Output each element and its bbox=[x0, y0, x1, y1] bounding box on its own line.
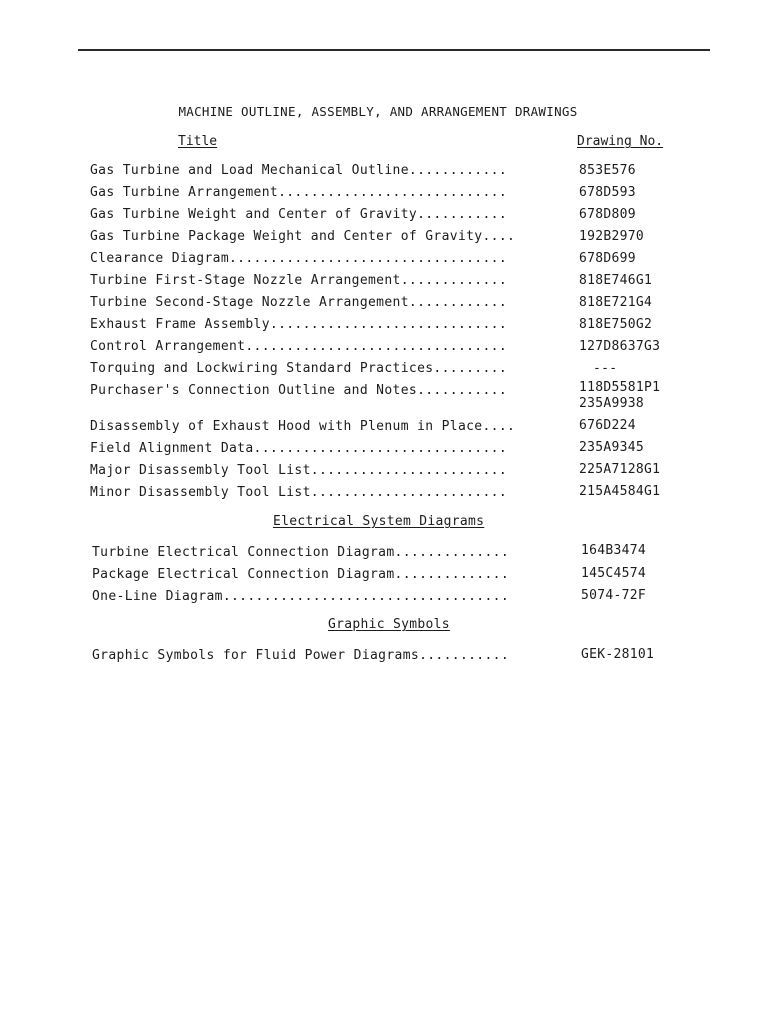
entry-title: Gas Turbine and Load Mechanical Outline............ bbox=[90, 163, 508, 178]
entry-drawing-no bbox=[581, 647, 654, 663]
entry-drawing-no bbox=[581, 588, 646, 604]
entry-drawing-no bbox=[579, 317, 652, 333]
drawing-number: 127D8637G3 bbox=[579, 339, 661, 354]
drawing-number: 853E576 bbox=[579, 163, 636, 178]
entry-drawing-no bbox=[581, 543, 646, 559]
drawing-number: 192B2970 bbox=[579, 229, 645, 244]
entry-drawing-no bbox=[579, 339, 660, 355]
page-heading: MACHINE OUTLINE, ASSEMBLY, AND ARRANGEMENT DRAWINGS bbox=[178, 104, 578, 119]
column-header-title: Title bbox=[178, 134, 218, 149]
entry-drawing-no bbox=[579, 229, 644, 245]
entry-title: Purchaser's Connection Outline and Notes........... bbox=[90, 383, 508, 398]
drawing-number: 215A4584G1 bbox=[579, 484, 661, 499]
entry-drawing-no bbox=[579, 380, 660, 412]
entry-drawing-no bbox=[579, 251, 636, 267]
drawing-number: 225A7128G1 bbox=[579, 462, 661, 477]
entry-drawing-no bbox=[579, 273, 652, 289]
drawing-number: 145C4574 bbox=[581, 566, 647, 581]
drawing-number: 235A9938 bbox=[579, 396, 645, 411]
drawing-number: 818E721G4 bbox=[579, 295, 653, 310]
drawing-number: 678D699 bbox=[579, 251, 636, 266]
entry-drawing-no bbox=[579, 295, 652, 311]
entry-title: Field Alignment Data............................... bbox=[90, 441, 508, 456]
entry-title: Gas Turbine Package Weight and Center of Gravity.... bbox=[90, 229, 516, 244]
entry-title: Control Arrangement................................ bbox=[90, 339, 508, 354]
entry-title: Graphic Symbols for Fluid Power Diagrams........... bbox=[92, 648, 510, 663]
entry-drawing-no bbox=[579, 185, 636, 201]
entry-drawing-no bbox=[579, 484, 660, 500]
entry-title: Exhaust Frame Assembly............................. bbox=[90, 317, 508, 332]
drawing-number: --- bbox=[593, 361, 618, 376]
entry-drawing-no bbox=[579, 418, 636, 434]
entry-drawing-no bbox=[579, 440, 644, 456]
entry-drawing-no bbox=[579, 207, 636, 223]
section-heading-electrical: Electrical System Diagrams bbox=[273, 514, 485, 529]
entry-title: Disassembly of Exhaust Hood with Plenum in Place.... bbox=[90, 419, 516, 434]
drawing-number: GEK-28101 bbox=[581, 647, 655, 662]
entry-title: Turbine First-Stage Nozzle Arrangement............. bbox=[90, 273, 508, 288]
top-rule bbox=[78, 49, 710, 51]
entry-drawing-no bbox=[593, 361, 617, 377]
entry-title: Gas Turbine Weight and Center of Gravity........... bbox=[90, 207, 508, 222]
entry-title: Turbine Electrical Connection Diagram.............. bbox=[92, 545, 510, 560]
entry-title: Major Disassembly Tool List........................ bbox=[90, 463, 508, 478]
drawing-number: 235A9345 bbox=[579, 440, 645, 455]
entry-title: One-Line Diagram................................... bbox=[92, 589, 510, 604]
entry-title: Package Electrical Connection Diagram.............. bbox=[92, 567, 510, 582]
drawing-number: 5074-72F bbox=[581, 588, 647, 603]
drawing-number: 678D809 bbox=[579, 207, 636, 222]
entry-title: Clearance Diagram.................................. bbox=[90, 251, 508, 266]
column-header-drawing-no: Drawing No. bbox=[577, 134, 664, 149]
drawing-number: 678D593 bbox=[579, 185, 636, 200]
entry-title: Turbine Second-Stage Nozzle Arrangement............ bbox=[90, 295, 508, 310]
drawing-number: 818E750G2 bbox=[579, 317, 653, 332]
drawing-number: 164B3474 bbox=[581, 543, 647, 558]
entry-drawing-no bbox=[581, 566, 646, 582]
drawing-number: 118D5581P1 bbox=[579, 380, 661, 395]
section-heading-graphic-symbols: Graphic Symbols bbox=[328, 617, 450, 632]
entry-drawing-no bbox=[579, 163, 636, 179]
entry-drawing-no bbox=[579, 462, 660, 478]
entry-title: Torquing and Lockwiring Standard Practices......... bbox=[90, 361, 508, 376]
drawing-number: 818E746G1 bbox=[579, 273, 653, 288]
entry-title: Minor Disassembly Tool List........................ bbox=[90, 485, 508, 500]
entry-title: Gas Turbine Arrangement............................ bbox=[90, 185, 508, 200]
drawing-number: 676D224 bbox=[579, 418, 636, 433]
